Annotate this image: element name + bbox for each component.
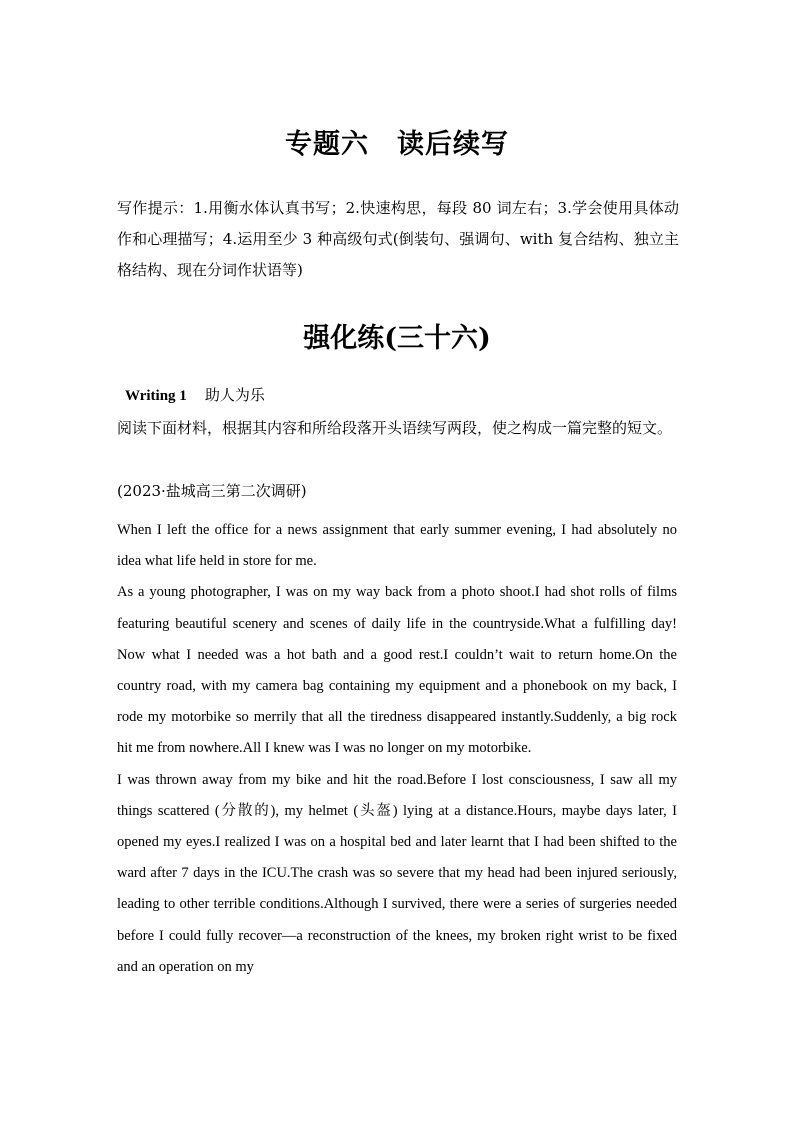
passage-paragraph: I was thrown away from my bike and hit the road.Before I lost consciousness, I saw all my things scattered (分散的), my helmet (头盔) lying at a distance.Hours, maybe days later, I opened my eyes.I realized I was on a hospital bed and later learnt that I had been shifted to the ward after 7 days in the ICU.The crash was so severe that my head had been injured seriously, leading to other terrible conditions.Although I survived, there were a series of surgeries needed before I could fully recover—a reconstruction of the knees, my broken right wrist to be fixed and an operation on my	[117, 771, 677, 975]
writing-label: Writing 1	[125, 388, 187, 404]
passage-paragraph: As a young photographer, I was on my way back from a photo shoot.I had shot rolls of films featuring beautiful scenery and scenes of daily life in the countryside.What a fulfilling day! Now what I needed was a hot bath and a good rest.I couldn’t wait to return home.On the country road, with my camera bag containing my equipment and a phonebook on my back, I rode my motorbike so merrily that all the tiredness disappeared instantly.Suddenly, a big rock hit me from nowhere.All I knew was I was no longer on my motorbike.	[117, 584, 677, 757]
exercise-title: 强化练(三十六)	[303, 323, 491, 354]
writing-topic: 助人为乐	[204, 386, 265, 404]
writing-tips: 写作提示：1.用衡水体认真书写；2.快速构思，每段 80 词左右；3.学会使用具体动作和心理描写；4.运用至少 3 种高级句式(倒装句、强调句、with 复合结构、独立主格结构、现在分词作状语等)	[117, 199, 679, 279]
source-citation: (2023·盐城高三第二次调研)	[117, 482, 307, 500]
page-title: 专题六 读后续写	[285, 129, 509, 160]
writing-heading	[125, 384, 265, 405]
passage-paragraph: When I left the office for a news assignment that early summer evening, I had absolutely no idea what life held in store for me.	[117, 522, 677, 570]
reading-passage	[117, 515, 677, 983]
task-instruction: 阅读下面材料，根据其内容和所给段落开头语续写两段，使之构成一篇完整的短文。	[117, 419, 673, 437]
